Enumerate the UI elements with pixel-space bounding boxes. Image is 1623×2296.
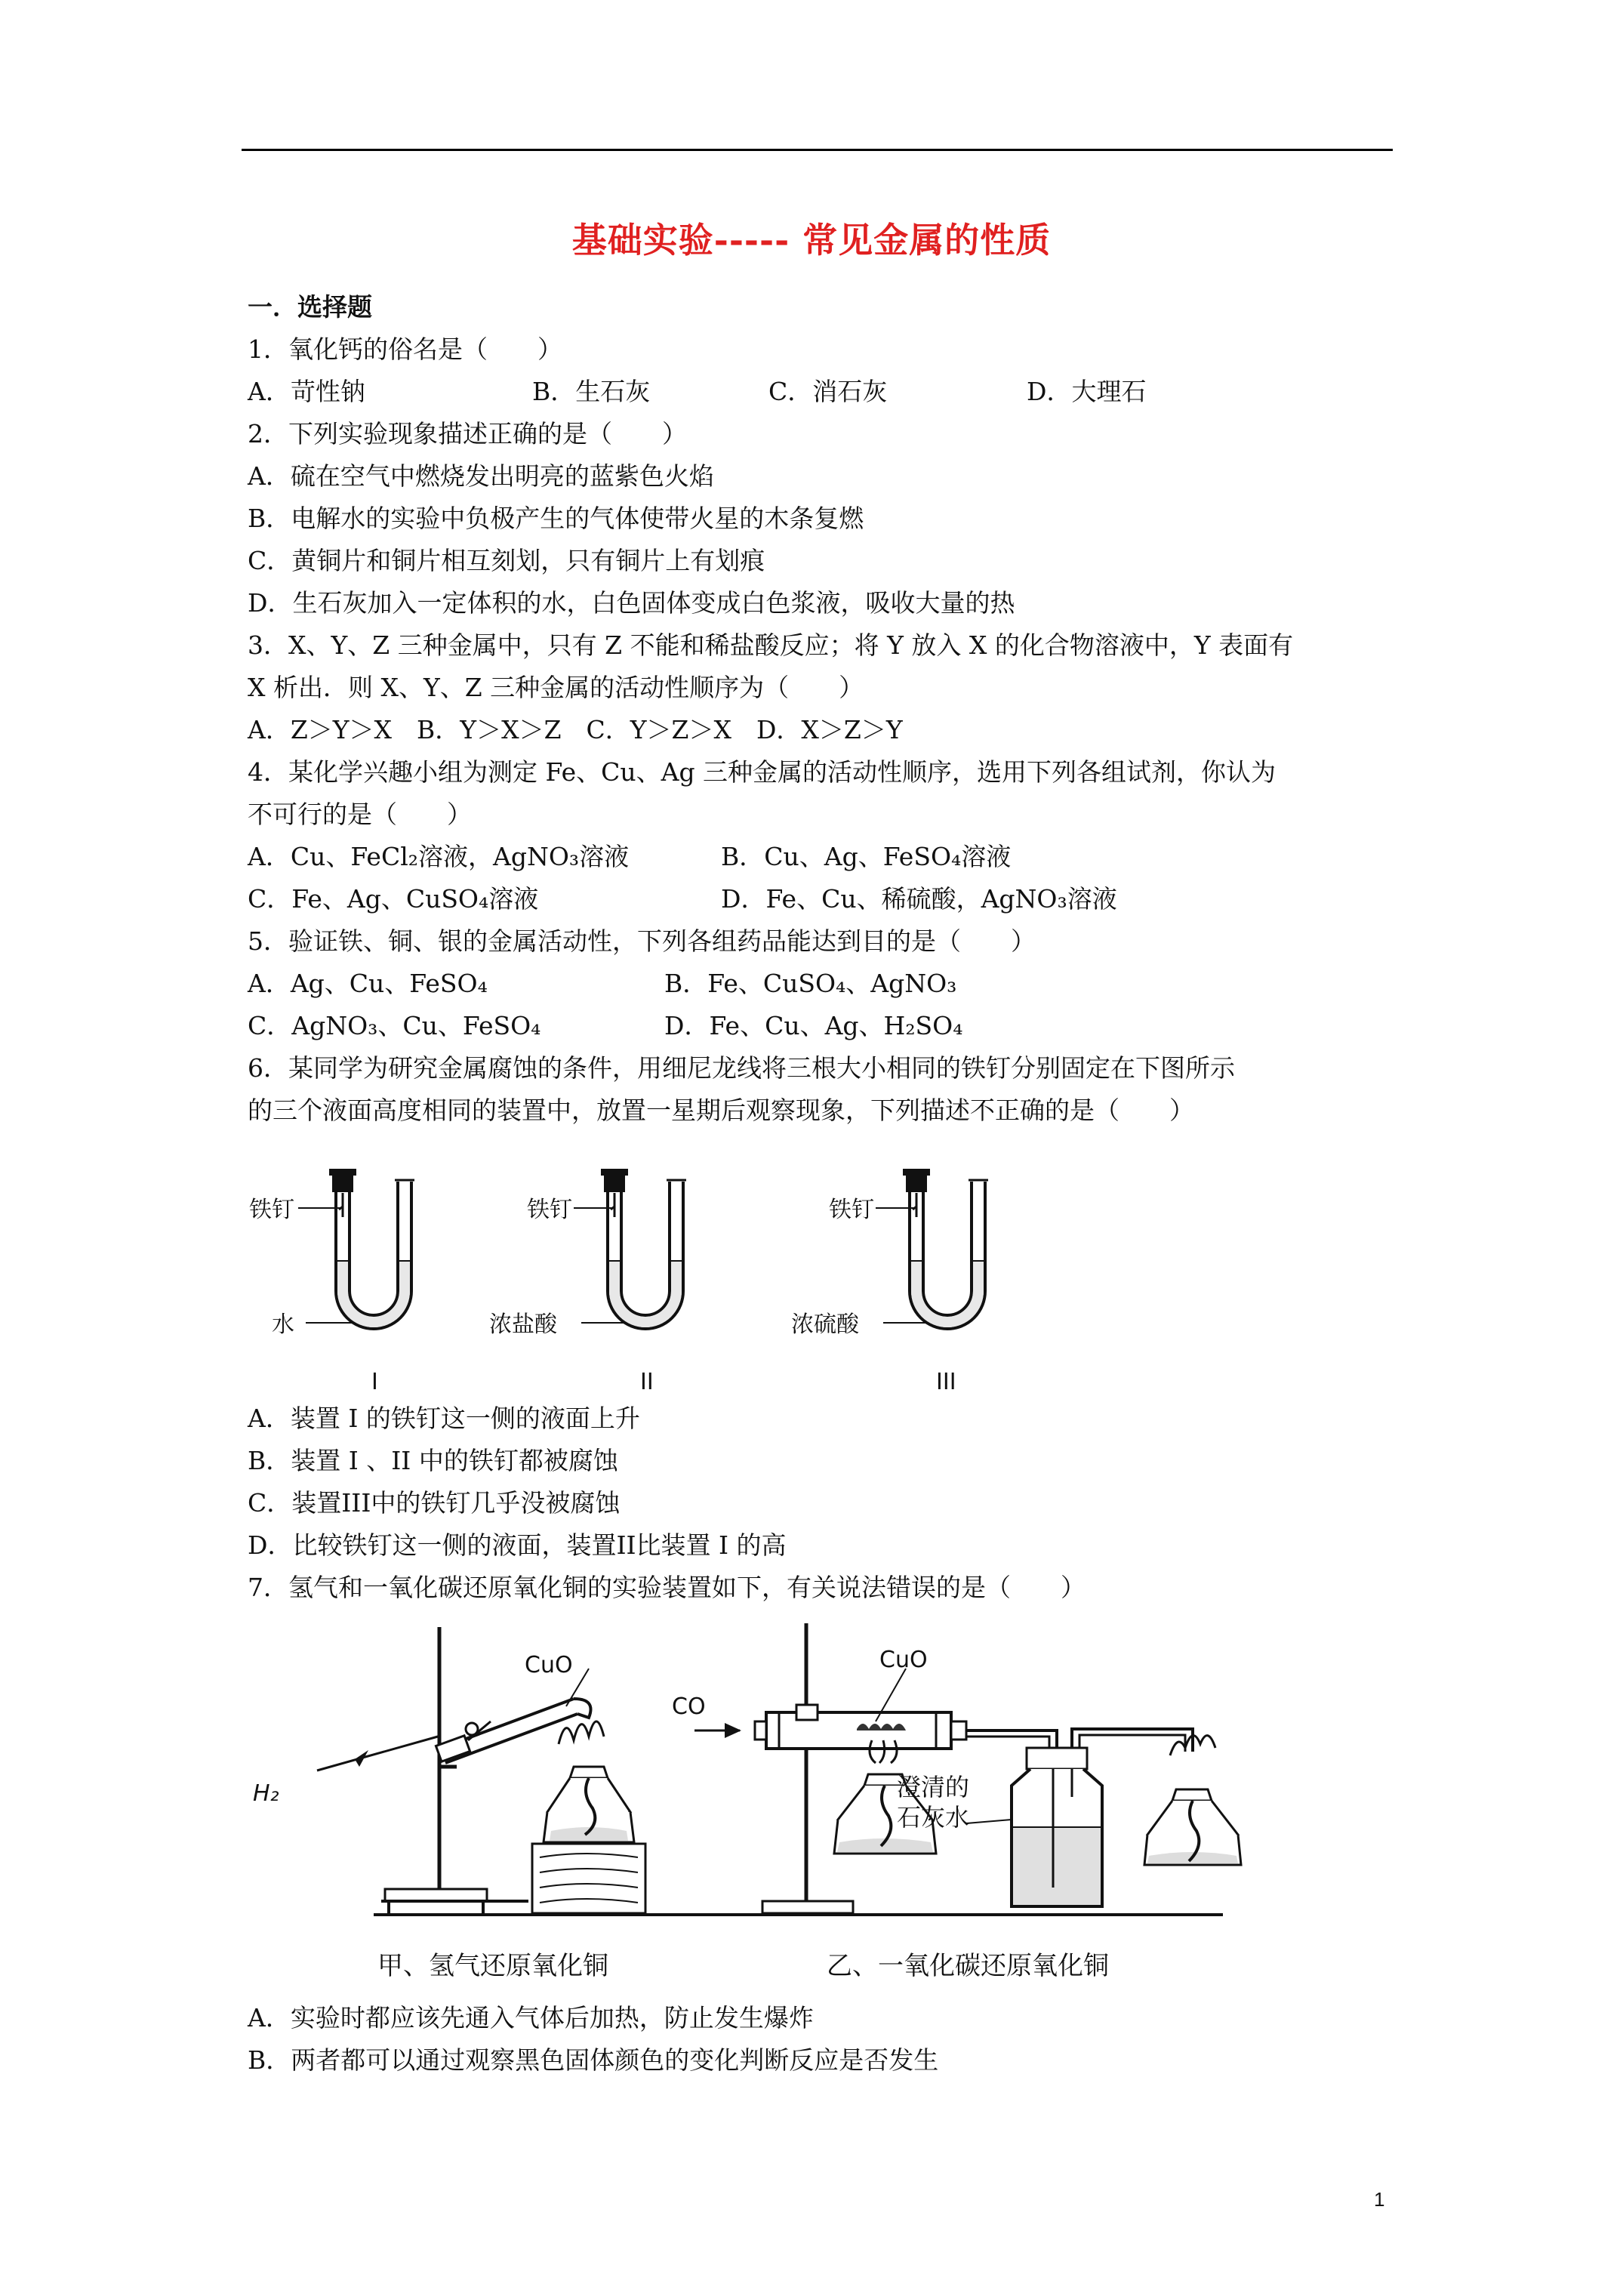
hydrogen-apparatus [253, 1627, 770, 1981]
q5-option-d: D．Fe、Cu、Ag、H₂SO₄ [664, 1011, 963, 1040]
q6-option-a: A．装置 I 的铁钉这一侧的液面上升 [248, 1404, 640, 1433]
co-label: CO [672, 1693, 706, 1720]
q2-option-d: D．生石灰加入一定体积的水，白色固体变成白色浆液，吸收大量的热 [248, 588, 1015, 618]
cuo-label-1: CuO [525, 1652, 573, 1678]
cuo-label-2: CuO [879, 1647, 928, 1673]
q4-option-a: A．Cu、FeCl₂溶液，AgNO₃溶液 [248, 842, 630, 871]
u-tube-device-2 [489, 1169, 686, 1395]
page-title: 基础实验----- 常见金属的性质 [571, 220, 1052, 260]
q6-option-c: C．装置III中的铁钉几乎没被腐蚀 [248, 1488, 621, 1518]
q6-stem-line1: 6．某同学为研究金属腐蚀的条件，用细尼龙线将三根大小相同的铁钉分别固定在下图所示 [248, 1053, 1235, 1083]
device-label-3: III [936, 1369, 956, 1395]
carbon-monoxide-apparatus [672, 1623, 1241, 1981]
q2-option-c: C．黄铜片和铜片相互刻划，只有铜片上有划痕 [248, 546, 765, 575]
limewater-label-1: 澄清的 [897, 1773, 970, 1801]
caption-yi: 乙、一氧化碳还原氧化铜 [827, 1951, 1109, 1981]
q6-option-d: D．比较铁钉这一侧的液面，装置II比装置 I 的高 [248, 1530, 787, 1560]
nail-label-1: 铁钉 [249, 1197, 294, 1223]
q4-stem-line2: 不可行的是（ ） [248, 800, 472, 829]
q5-option-a: A．Ag、Cu、FeSO₄ [248, 969, 488, 998]
q1-stem: 1．氧化钙的俗名是（ ） [248, 334, 562, 364]
q7-stem: 7．氢气和一氧化碳还原氧化铜的实验装置如下，有关说法错误的是（ ） [248, 1573, 1086, 1602]
q4-option-b: B．Cu、Ag、FeSO₄溶液 [721, 842, 1012, 871]
q5-stem: 5．验证铁、铜、银的金属活动性，下列各组药品能达到目的是（ ） [248, 926, 1036, 956]
q6-option-b: B．装置 I 、II 中的铁钉都被腐蚀 [248, 1446, 618, 1475]
q1-option-c: C．消石灰 [768, 377, 888, 406]
u-tube-device-3 [791, 1169, 988, 1395]
u-tube-device-1 [249, 1169, 414, 1397]
q7-option-a: A．实验时都应该先通入气体后加热，防止发生爆炸 [248, 2003, 814, 2032]
q4-option-c: C．Fe、Ag、CuSO₄溶液 [248, 884, 539, 914]
device-label-1: I [371, 1369, 378, 1395]
q3-stem-line2: X 析出．则 X、Y、Z 三种金属的活动性顺序为（ ） [248, 673, 864, 702]
q2-stem: 2．下列实验现象描述正确的是（ ） [248, 419, 687, 448]
device-label-2: II [640, 1369, 654, 1395]
q3-options: A．Z＞Y＞X B．Y＞X＞Z C．Y＞Z＞X D．X＞Z＞Y [248, 715, 903, 744]
q4-option-d: D．Fe、Cu、稀硫酸，AgNO₃溶液 [721, 884, 1117, 914]
hcl-label: 浓盐酸 [489, 1311, 557, 1338]
q5-option-b: B．Fe、CuSO₄、AgNO₃ [664, 969, 957, 998]
h2so4-label: 浓硫酸 [791, 1311, 859, 1338]
page-number: 1 [1374, 2188, 1385, 2211]
reduction-apparatus-figure [242, 1616, 1261, 1993]
q4-stem-line1: 4．某化学兴趣小组为测定 Fe、Cu、Ag 三种金属的活动性顺序，选用下列各组试剂，你认为 [248, 757, 1277, 787]
caption-jia: 甲、氢气还原氧化铜 [377, 1951, 608, 1981]
q5-option-c: C．AgNO₃、Cu、FeSO₄ [248, 1011, 541, 1040]
q2-option-a: A．硫在空气中燃烧发出明亮的蓝紫色火焰 [248, 461, 714, 491]
q7-option-b: B．两者都可以通过观察黑色固体颜色的变化判断反应是否发生 [248, 2045, 939, 2075]
q6-stem-line2: 的三个液面高度相同的装置中，放置一星期后观察现象，下列描述不正确的是（ ） [248, 1096, 1194, 1125]
u-tube-figure [242, 1148, 1072, 1404]
section-heading: 一．选择题 [248, 292, 372, 322]
h2-label: H₂ [253, 1780, 279, 1807]
nail-label-3: 铁钉 [829, 1197, 874, 1223]
q1-option-d: D．大理石 [1027, 377, 1147, 406]
q1-option-a: A．苛性钠 [248, 377, 365, 406]
water-label: 水 [272, 1311, 294, 1338]
q3-stem-line1: 3．X、Y、Z 三种金属中，只有 Z 不能和稀盐酸反应；将 Y 放入 X 的化合物溶液中，Y 表面有 [248, 630, 1294, 660]
q2-option-b: B．电解水的实验中负极产生的气体使带火星的木条复燃 [248, 504, 864, 533]
header-rule [242, 149, 1393, 151]
q1-option-b: B．生石灰 [532, 377, 651, 406]
limewater-label-2: 石灰水 [897, 1803, 970, 1832]
nail-label-2: 铁钉 [527, 1197, 572, 1223]
